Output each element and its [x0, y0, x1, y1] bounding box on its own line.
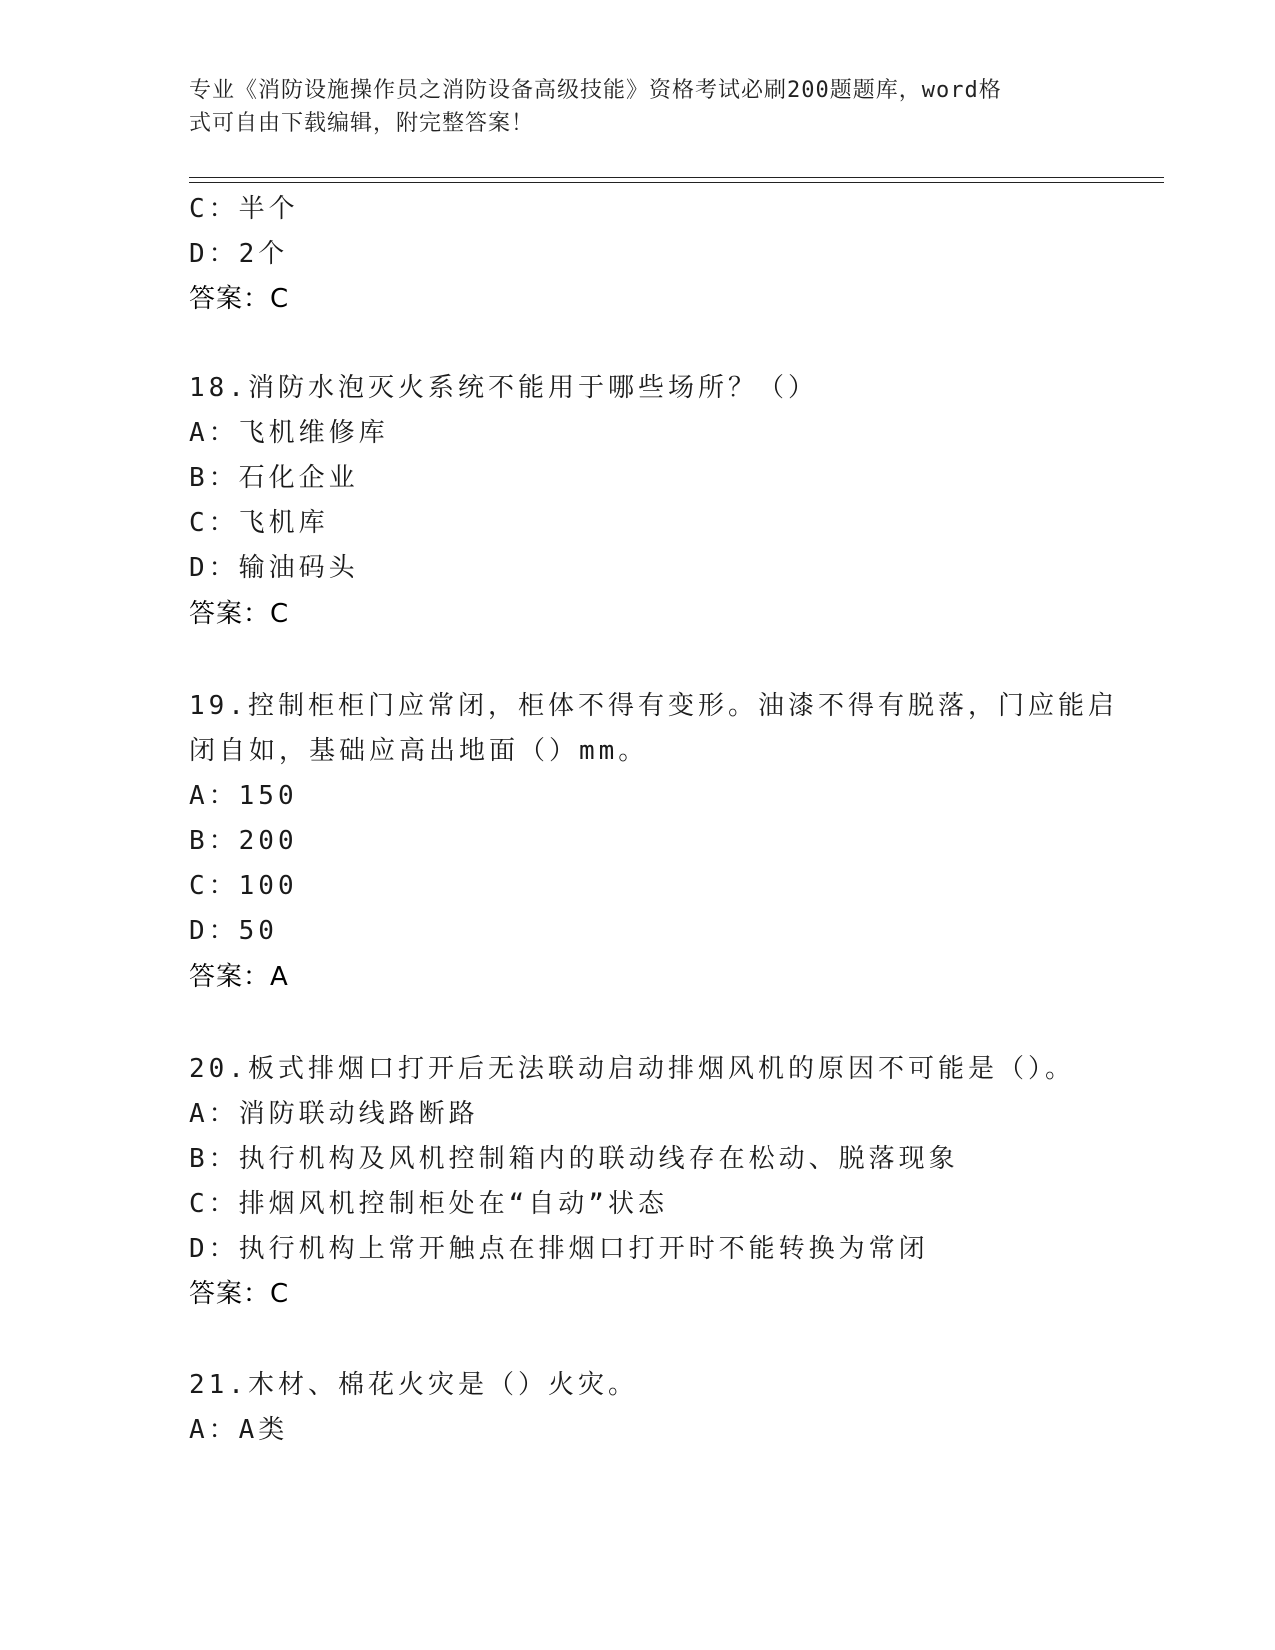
option-d: D：2个 — [189, 239, 289, 269]
question-20-stem: 20.板式排烟口打开后无法联动启动排烟风机的原因不可能是（）。 — [189, 1054, 1075, 1084]
question-19-answer: 答案：A — [189, 962, 289, 992]
header-divider-bottom — [189, 182, 1164, 183]
option-c: C：半个 — [189, 194, 299, 224]
question-20-option-c: C：排烟风机控制柜处在“自动”状态 — [189, 1189, 668, 1219]
question-21-stem: 21.木材、棉花火灾是（）火灾。 — [189, 1370, 638, 1400]
question-20-option-a: A：消防联动线路断路 — [189, 1099, 479, 1129]
question-18-answer: 答案：C — [189, 599, 290, 629]
document-header — [189, 74, 1069, 140]
header-title-line-2: 式可自由下载编辑，附完整答案！ — [189, 111, 535, 136]
question-18-option-a: A：飞机维修库 — [189, 418, 389, 448]
question-19-stem-line-2: 闭自如，基础应高出地面（）mm。 — [189, 736, 649, 766]
answer-line: 答案：C — [189, 284, 290, 314]
question-18-option-d: D：输油码头 — [189, 553, 359, 583]
question-19-option-b: B：200 — [189, 826, 298, 856]
header-title-line-1: 专业《消防设施操作员之消防设备高级技能》资格考试必刷200题题库，word格 — [189, 78, 1002, 103]
question-20-option-b: B：执行机构及风机控制箱内的联动线存在松动、脱落现象 — [189, 1144, 959, 1174]
header-divider-top — [189, 177, 1164, 178]
question-21-option-a: A：A类 — [189, 1415, 289, 1445]
question-19-option-c: C：100 — [189, 871, 298, 901]
question-19-stem-line-1: 19.控制柜柜门应常闭，柜体不得有变形。油漆不得有脱落，门应能启 — [189, 691, 1118, 721]
question-18-stem: 18.消防水泡灭火系统不能用于哪些场所？（） — [189, 373, 818, 403]
question-18-option-c: C：飞机库 — [189, 508, 329, 538]
question-19-option-d: D：50 — [189, 916, 278, 946]
question-19-option-a: A：150 — [189, 781, 298, 811]
question-20-option-d: D：执行机构上常开触点在排烟口打开时不能转换为常闭 — [189, 1234, 929, 1264]
question-20-answer: 答案：C — [189, 1279, 290, 1309]
question-18-option-b: B：石化企业 — [189, 463, 359, 493]
